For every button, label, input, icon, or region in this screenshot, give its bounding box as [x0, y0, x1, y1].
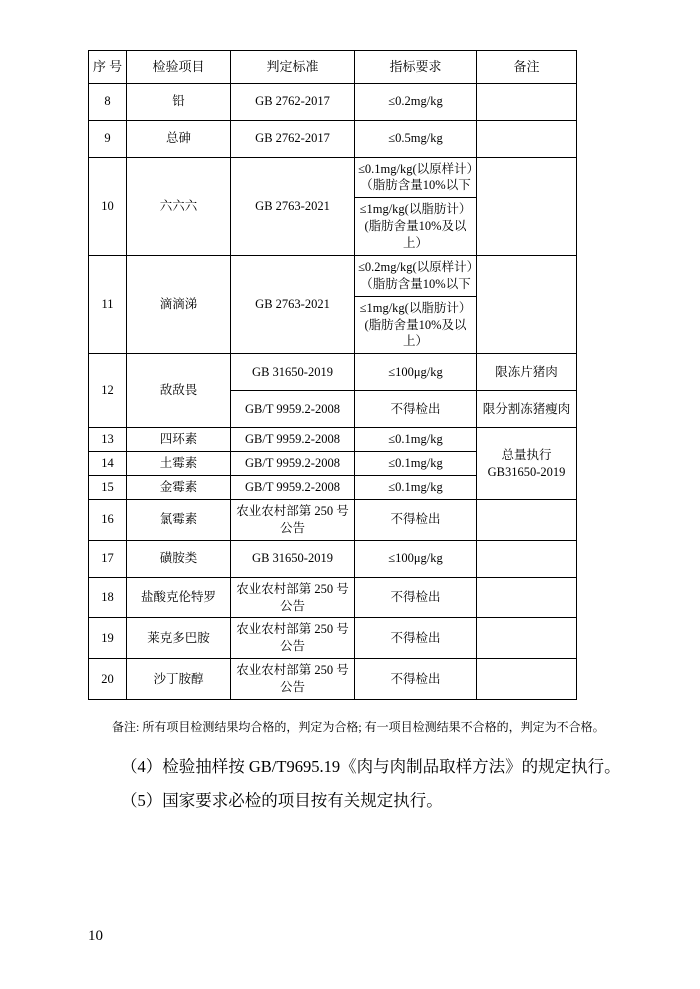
cell-note — [477, 577, 577, 618]
cell-note: 限冻片猪肉 — [477, 354, 577, 391]
cell-no: 19 — [89, 618, 127, 659]
paragraph-5: （5）国家要求必检的项目按有关规定执行。 — [121, 790, 443, 810]
cell-requirement: ≤1mg/kg(以脂肪计）(脂肪舍量10%及以上） — [355, 296, 477, 354]
cell-note — [477, 255, 577, 353]
table-row — [89, 354, 577, 391]
cell-note: 限分割冻猪瘦肉 — [477, 391, 577, 428]
cell-no: 8 — [89, 83, 127, 120]
cell-standard: 农业农村部第 250 号公告 — [231, 577, 355, 618]
cell-standard: GB 2762-2017 — [231, 120, 355, 157]
table-row — [89, 428, 577, 452]
cell-note — [477, 618, 577, 659]
header-note: 备注 — [477, 51, 577, 84]
cell-requirement: ≤0.2mg/kg — [355, 83, 477, 120]
table-row — [89, 659, 577, 700]
header-standard: 判定标准 — [231, 51, 355, 84]
table-row — [89, 157, 577, 198]
inspection-items-table — [88, 50, 577, 700]
cell-requirement: ≤100μg/kg — [355, 354, 477, 391]
cell-requirement: 不得检出 — [355, 499, 477, 540]
cell-standard: GB/T 9959.2-2008 — [231, 428, 355, 452]
cell-no: 13 — [89, 428, 127, 452]
cell-no: 9 — [89, 120, 127, 157]
cell-standard: 农业农村部第 250 号公告 — [231, 618, 355, 659]
cell-requirement: ≤1mg/kg(以脂肪计）(脂肪舍量10%及以上） — [355, 198, 477, 256]
table-footnote: 备注: 所有项目检测结果均合格的，判定为合格; 有一项目检测结果不合格的，判定为不合格。 — [112, 719, 605, 734]
header-no: 序 号 — [89, 51, 127, 84]
cell-item: 土霉素 — [127, 452, 231, 476]
cell-item: 金霉素 — [127, 476, 231, 500]
table-row — [89, 618, 577, 659]
cell-item: 六六六 — [127, 157, 231, 255]
page-number: 10 — [88, 928, 103, 944]
cell-no: 20 — [89, 659, 127, 700]
table-row — [89, 83, 577, 120]
cell-note — [477, 83, 577, 120]
table-row — [89, 577, 577, 618]
cell-item: 氯霉素 — [127, 499, 231, 540]
table-row — [89, 120, 577, 157]
table-row — [89, 255, 577, 296]
cell-note: 总量执行GB31650-2019 — [477, 428, 577, 500]
cell-no: 18 — [89, 577, 127, 618]
cell-item: 铅 — [127, 83, 231, 120]
cell-item: 四环素 — [127, 428, 231, 452]
cell-no: 11 — [89, 255, 127, 353]
cell-standard: 农业农村部第 250 号公告 — [231, 659, 355, 700]
cell-standard: 农业农村部第 250 号公告 — [231, 499, 355, 540]
cell-item: 总砷 — [127, 120, 231, 157]
cell-requirement: ≤0.1mg/kg — [355, 452, 477, 476]
paragraph-4: （4）检验抽样按 GB/T9695.19《肉与肉制品取样方法》的规定执行。 — [121, 756, 621, 776]
cell-standard: GB/T 9959.2-2008 — [231, 452, 355, 476]
table-row — [89, 499, 577, 540]
cell-requirement: 不得检出 — [355, 577, 477, 618]
cell-item: 磺胺类 — [127, 540, 231, 577]
table-header-row — [89, 51, 577, 84]
cell-no: 14 — [89, 452, 127, 476]
cell-requirement: ≤100μg/kg — [355, 540, 477, 577]
cell-item: 莱克多巴胺 — [127, 618, 231, 659]
cell-no: 17 — [89, 540, 127, 577]
cell-requirement: 不得检出 — [355, 618, 477, 659]
cell-requirement: ≤0.1mg/kg — [355, 476, 477, 500]
cell-note — [477, 157, 577, 255]
cell-no: 10 — [89, 157, 127, 255]
cell-no: 12 — [89, 354, 127, 428]
cell-no: 15 — [89, 476, 127, 500]
cell-standard: GB/T 9959.2-2008 — [231, 391, 355, 428]
cell-no: 16 — [89, 499, 127, 540]
cell-requirement: 不得检出 — [355, 659, 477, 700]
cell-requirement: 不得检出 — [355, 391, 477, 428]
cell-item: 滴滴涕 — [127, 255, 231, 353]
cell-item: 敌敌畏 — [127, 354, 231, 428]
cell-standard: GB 2762-2017 — [231, 83, 355, 120]
cell-requirement: ≤0.5mg/kg — [355, 120, 477, 157]
cell-note — [477, 540, 577, 577]
cell-standard: GB 31650-2019 — [231, 354, 355, 391]
cell-note — [477, 499, 577, 540]
cell-note — [477, 659, 577, 700]
cell-standard: GB 2763-2021 — [231, 255, 355, 353]
cell-requirement: ≤0.1mg/kg(以原样计）（脂肪含量10%以下 — [355, 157, 477, 198]
cell-item: 沙丁胺醇 — [127, 659, 231, 700]
cell-standard: GB 2763-2021 — [231, 157, 355, 255]
header-item: 检验项目 — [127, 51, 231, 84]
cell-standard: GB/T 9959.2-2008 — [231, 476, 355, 500]
cell-standard: GB 31650-2019 — [231, 540, 355, 577]
cell-note — [477, 120, 577, 157]
cell-requirement: ≤0.1mg/kg — [355, 428, 477, 452]
table-row — [89, 540, 577, 577]
cell-requirement: ≤0.2mg/kg(以原样计）（脂肪含量10%以下 — [355, 255, 477, 296]
header-requirement: 指标要求 — [355, 51, 477, 84]
cell-item: 盐酸克伦特罗 — [127, 577, 231, 618]
